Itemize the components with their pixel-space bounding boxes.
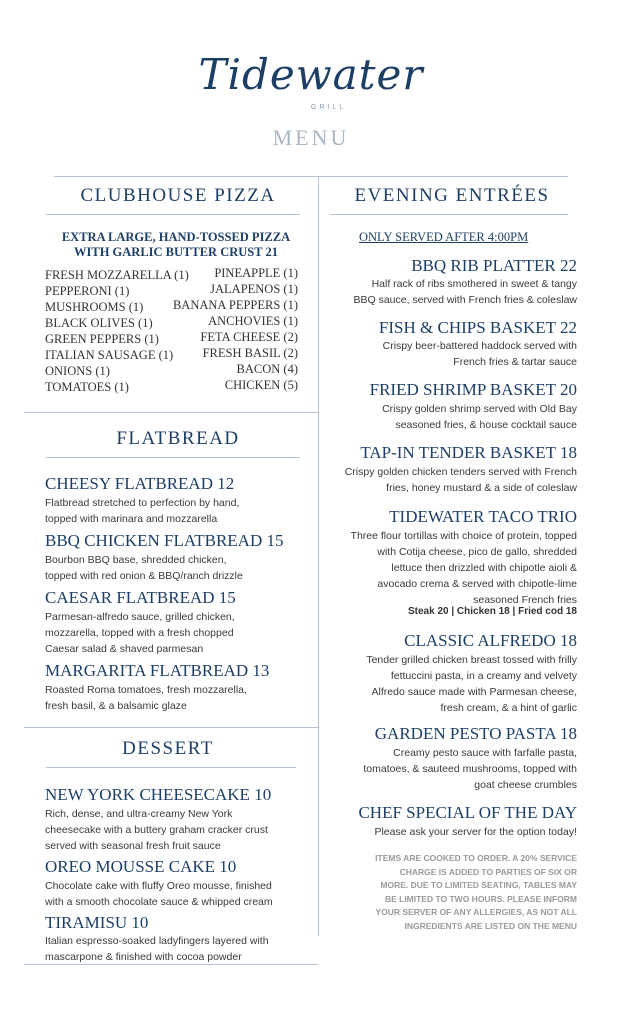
pizza-bottom-rule	[24, 412, 318, 413]
dessert-section-title: DESSERT	[122, 738, 214, 759]
desc-line: seasoned French fries	[473, 594, 577, 606]
entree-item-title: CLASSIC ALFREDO 18	[404, 631, 577, 650]
flatbread-item-title: CAESAR FLATBREAD 15	[45, 588, 236, 607]
desc-line: fettuccini pasta, in a creamy and velvety	[390, 670, 577, 682]
desc-line: Chocolate cake with fluffy Oreo mousse, finished	[45, 880, 272, 892]
entree-item-title: GARDEN PESTO PASTA 18	[374, 724, 577, 743]
entrees-section-title: EVENING ENTRÉES	[354, 185, 550, 206]
desc-line: mascarpone & finished with cocoa powder	[45, 951, 242, 963]
brand-subtitle: GRILL	[310, 104, 347, 111]
desc-line: Italian espresso-soaked ladyfingers layered with	[45, 935, 269, 947]
entree-item-desc	[374, 824, 577, 840]
entrees-time-note: ONLY SERVED AFTER 4:00PM	[359, 230, 529, 244]
dessert-item-desc	[45, 933, 269, 965]
entree-item-desc	[366, 652, 577, 716]
entree-item-title: TAP-IN TENDER BASKET 18	[360, 443, 577, 462]
topping-item: BANANA PEPPERS (1)	[172, 298, 298, 312]
flatbread-item-desc	[45, 495, 239, 527]
flatbread-item-desc	[45, 682, 247, 714]
desc-line: French fries & tartar sauce	[453, 356, 577, 368]
desc-line: with Cotija cheese, pico de gallo, shredded	[377, 546, 577, 558]
desc-line: Roasted Roma tomatoes, fresh mozzarella,	[45, 684, 247, 696]
dessert-item-title: TIRAMISU 10	[45, 913, 149, 932]
entree-item-title: CHEF SPECIAL OF THE DAY	[358, 803, 577, 822]
brand-logo: Tidewater	[198, 50, 424, 99]
topping-item: MUSHROOMS (1)	[45, 300, 144, 314]
entree-item-title: TIDEWATER TACO TRIO	[389, 507, 577, 526]
desc-line: Creamy pesto sauce with farfalle pasta,	[393, 747, 577, 759]
flatbread-item-title: MARGARITA FLATBREAD 13	[45, 661, 270, 680]
desc-line: Crispy golden shrimp served with Old Bay	[382, 403, 577, 415]
flatbread-item-desc	[45, 552, 243, 584]
topping-item: FETA CHEESE (2)	[200, 330, 298, 344]
entree-item-title: FISH & CHIPS BASKET 22	[378, 318, 577, 337]
topping-item: FRESH MOZZARELLA (1)	[45, 268, 189, 282]
entree-item-title: BBQ RIB PLATTER 22	[411, 256, 577, 275]
dessert-item-desc	[45, 878, 273, 910]
menu-heading: MENU	[272, 125, 350, 150]
desc-line: Please ask your server for the option today!	[374, 826, 577, 838]
pizza-subtitle	[46, 230, 306, 260]
top-divider	[54, 176, 568, 177]
desc-line: Bourbon BBQ base, shredded chicken,	[45, 554, 227, 566]
topping-item: JALAPENOS (1)	[210, 282, 298, 296]
desc-line: seasoned fries, & house cocktail sauce	[395, 419, 577, 431]
desc-line: mozzarella, topped with a fresh chopped	[45, 627, 234, 639]
dessert-title-rule	[46, 767, 296, 768]
entree-item-desc	[345, 464, 577, 496]
desc-line: Crispy golden chicken tenders served with French	[344, 466, 577, 478]
flatbread-item-title: BBQ CHICKEN FLATBREAD 15	[45, 531, 284, 550]
topping-item: FRESH BASIL (2)	[202, 346, 298, 360]
service-notice: ITEMS ARE COOKED TO ORDER. A 20% SERVICE CHARGE IS ADDED TO PARTIES OF SIX OR MORE. DUE TO LIMITED SEATING, TABLES MAY BE LIMITED TO TWO HOURS. PLEASE INFORM YOUR SERVER OF ANY ALLERGIES, AS NOT ALL INGREDIENTS ARE LISTED ON THE MENU	[375, 853, 577, 931]
entree-item-desc	[382, 401, 577, 433]
dessert-item-desc	[45, 806, 268, 854]
topping-item: PEPPERONI (1)	[45, 284, 130, 298]
desc-line: Three flour tortillas with choice of protein, topped	[350, 530, 577, 542]
topping-item: PINEAPPLE (1)	[214, 266, 298, 280]
dessert-item-title: OREO MOUSSE CAKE 10	[45, 857, 237, 876]
desc-line: Rich, dense, and ultra-creamy New York	[45, 808, 233, 820]
desc-line: goat cheese crumbles	[474, 779, 577, 791]
desc-line: with a smooth chocolate sauce & whipped cream	[45, 896, 273, 908]
desc-line: avocado crema & served with chipotle-lime	[377, 578, 577, 590]
entree-item-title: FRIED SHRIMP BASKET 20	[369, 380, 577, 399]
desc-line: Tender grilled chicken breast tossed with frilly	[366, 654, 577, 666]
desc-line: Flatbread stretched to perfection by hand,	[45, 497, 240, 509]
flatbread-bottom-rule	[24, 727, 318, 728]
flatbread-section-title: FLATBREAD	[116, 428, 240, 449]
pizza-section-title: CLUBHOUSE PIZZA	[80, 185, 276, 206]
desc-line: Parmesan-alfredo sauce, grilled chicken,	[45, 611, 235, 623]
desc-line: topped with marinara and mozzarella	[45, 513, 218, 525]
flatbread-title-rule	[46, 457, 300, 458]
center-divider	[318, 176, 319, 936]
pizza-subtitle-line2: WITH GARLIC BUTTER CRUST 21	[74, 245, 278, 259]
desc-line: Half rack of ribs smothered in sweet & tangy	[371, 278, 577, 290]
topping-item: BLACK OLIVES (1)	[45, 316, 153, 330]
topping-item: GREEN PEPPERS (1)	[45, 332, 159, 346]
flatbread-item-desc	[45, 609, 235, 657]
pizza-title-rule	[46, 214, 300, 215]
desc-line: fries, honey mustard & a side of coleslaw	[386, 482, 577, 494]
topping-item: ITALIAN SAUSAGE (1)	[45, 348, 174, 362]
desc-line: fresh cream, & a hint of garlic	[440, 702, 577, 714]
topping-item: BACON (4)	[236, 362, 298, 376]
topping-item: TOMATOES (1)	[45, 380, 129, 394]
flatbread-item-title: CHEESY FLATBREAD 12	[45, 474, 235, 493]
desc-line: served with seasonal fresh fruit sauce	[45, 840, 221, 852]
desc-line: Caesar salad & shaved parmesan	[45, 643, 204, 655]
desc-line: lettuce then drizzled with chipotle aioli &	[391, 562, 577, 574]
desc-line: tomatoes, & sauteed mushrooms, topped with	[363, 763, 577, 775]
desc-line: topped with red onion & BBQ/ranch drizzle	[45, 570, 243, 582]
desc-line: fresh basil, & a balsamic glaze	[45, 700, 187, 712]
desc-line: Crispy beer-battered haddock served with	[382, 340, 577, 352]
topping-item: ONIONS (1)	[45, 364, 110, 378]
topping-item: CHICKEN (5)	[224, 378, 298, 392]
entree-item-desc	[383, 338, 577, 370]
entree-item-desc	[363, 745, 577, 793]
entree-item-desc	[353, 276, 577, 308]
taco-price-options: Steak 20 | Chicken 18 | Fried cod 18	[407, 606, 577, 617]
pizza-subtitle-line1: EXTRA LARGE, HAND-TOSSED PIZZA	[61, 230, 291, 244]
entrees-title-rule	[330, 214, 568, 215]
dessert-item-title: NEW YORK CHEESECAKE 10	[45, 785, 272, 804]
desc-line: BBQ sauce, served with French fries & coleslaw	[353, 294, 577, 306]
entree-item-desc	[351, 528, 577, 608]
desc-line: Alfredo sauce made with Parmesan cheese,	[371, 686, 577, 698]
desc-line: cheesecake with a buttery graham cracker crust	[45, 824, 268, 836]
topping-item: ANCHOVIES (1)	[208, 314, 298, 328]
